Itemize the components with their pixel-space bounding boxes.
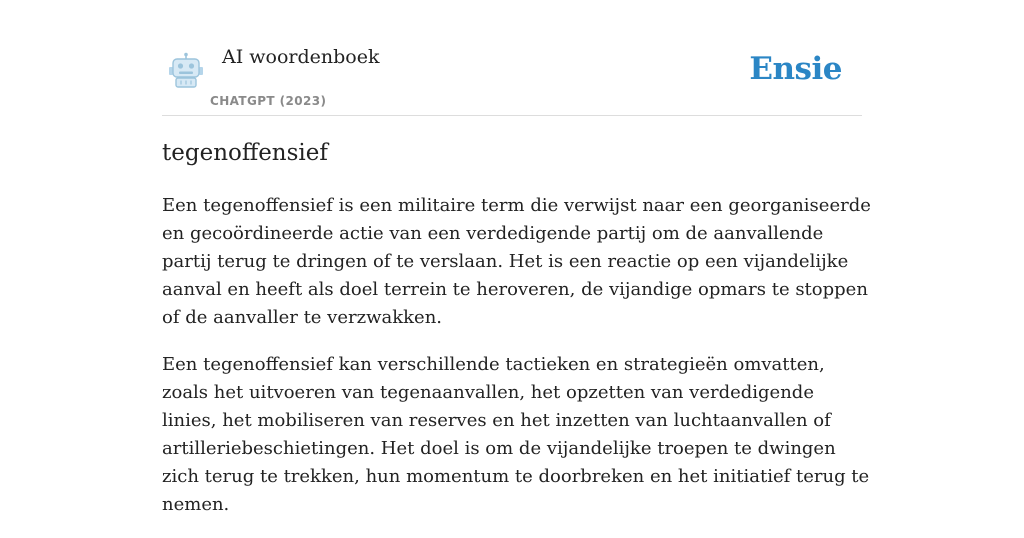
term-title: tegenoffensief	[162, 140, 328, 166]
entry-header	[162, 40, 862, 116]
definition-paragraph: Een tegenoffensief is een militaire term die verwijst naar een georganiseerde en gecoördineerde actie van een verdedigende partij om de aanvallende partij terug te dringen of te verslaan. Het is een reactie op een vijandelijke aanval en heeft als doel terrein te heroveren, de vijandige opmars te stoppen of de aanvaller te verzwakken.	[162, 195, 871, 328]
definition-paragraph: Een tegenoffensief kan verschillende tactieken en strategieën omvatten, zoals het uitvoeren van tegenaanvallen, het opzetten van verdedigende linies, het mobiliseren van reserves en het inzetten van luchtaanvallen of artilleriebeschietingen. Het doel is om de vijandelijke troepen te dwingen zich terug te trekken, hun momentum te doorbreken en het initiatief terug te nemen.	[162, 354, 870, 515]
robot-icon	[166, 52, 206, 88]
source-title[interactable]: AI woordenboek	[222, 46, 380, 68]
brand-logo[interactable]: Ensie	[749, 51, 842, 87]
definition	[162, 192, 874, 538]
source-subtitle: CHATGPT (2023)	[210, 94, 327, 108]
